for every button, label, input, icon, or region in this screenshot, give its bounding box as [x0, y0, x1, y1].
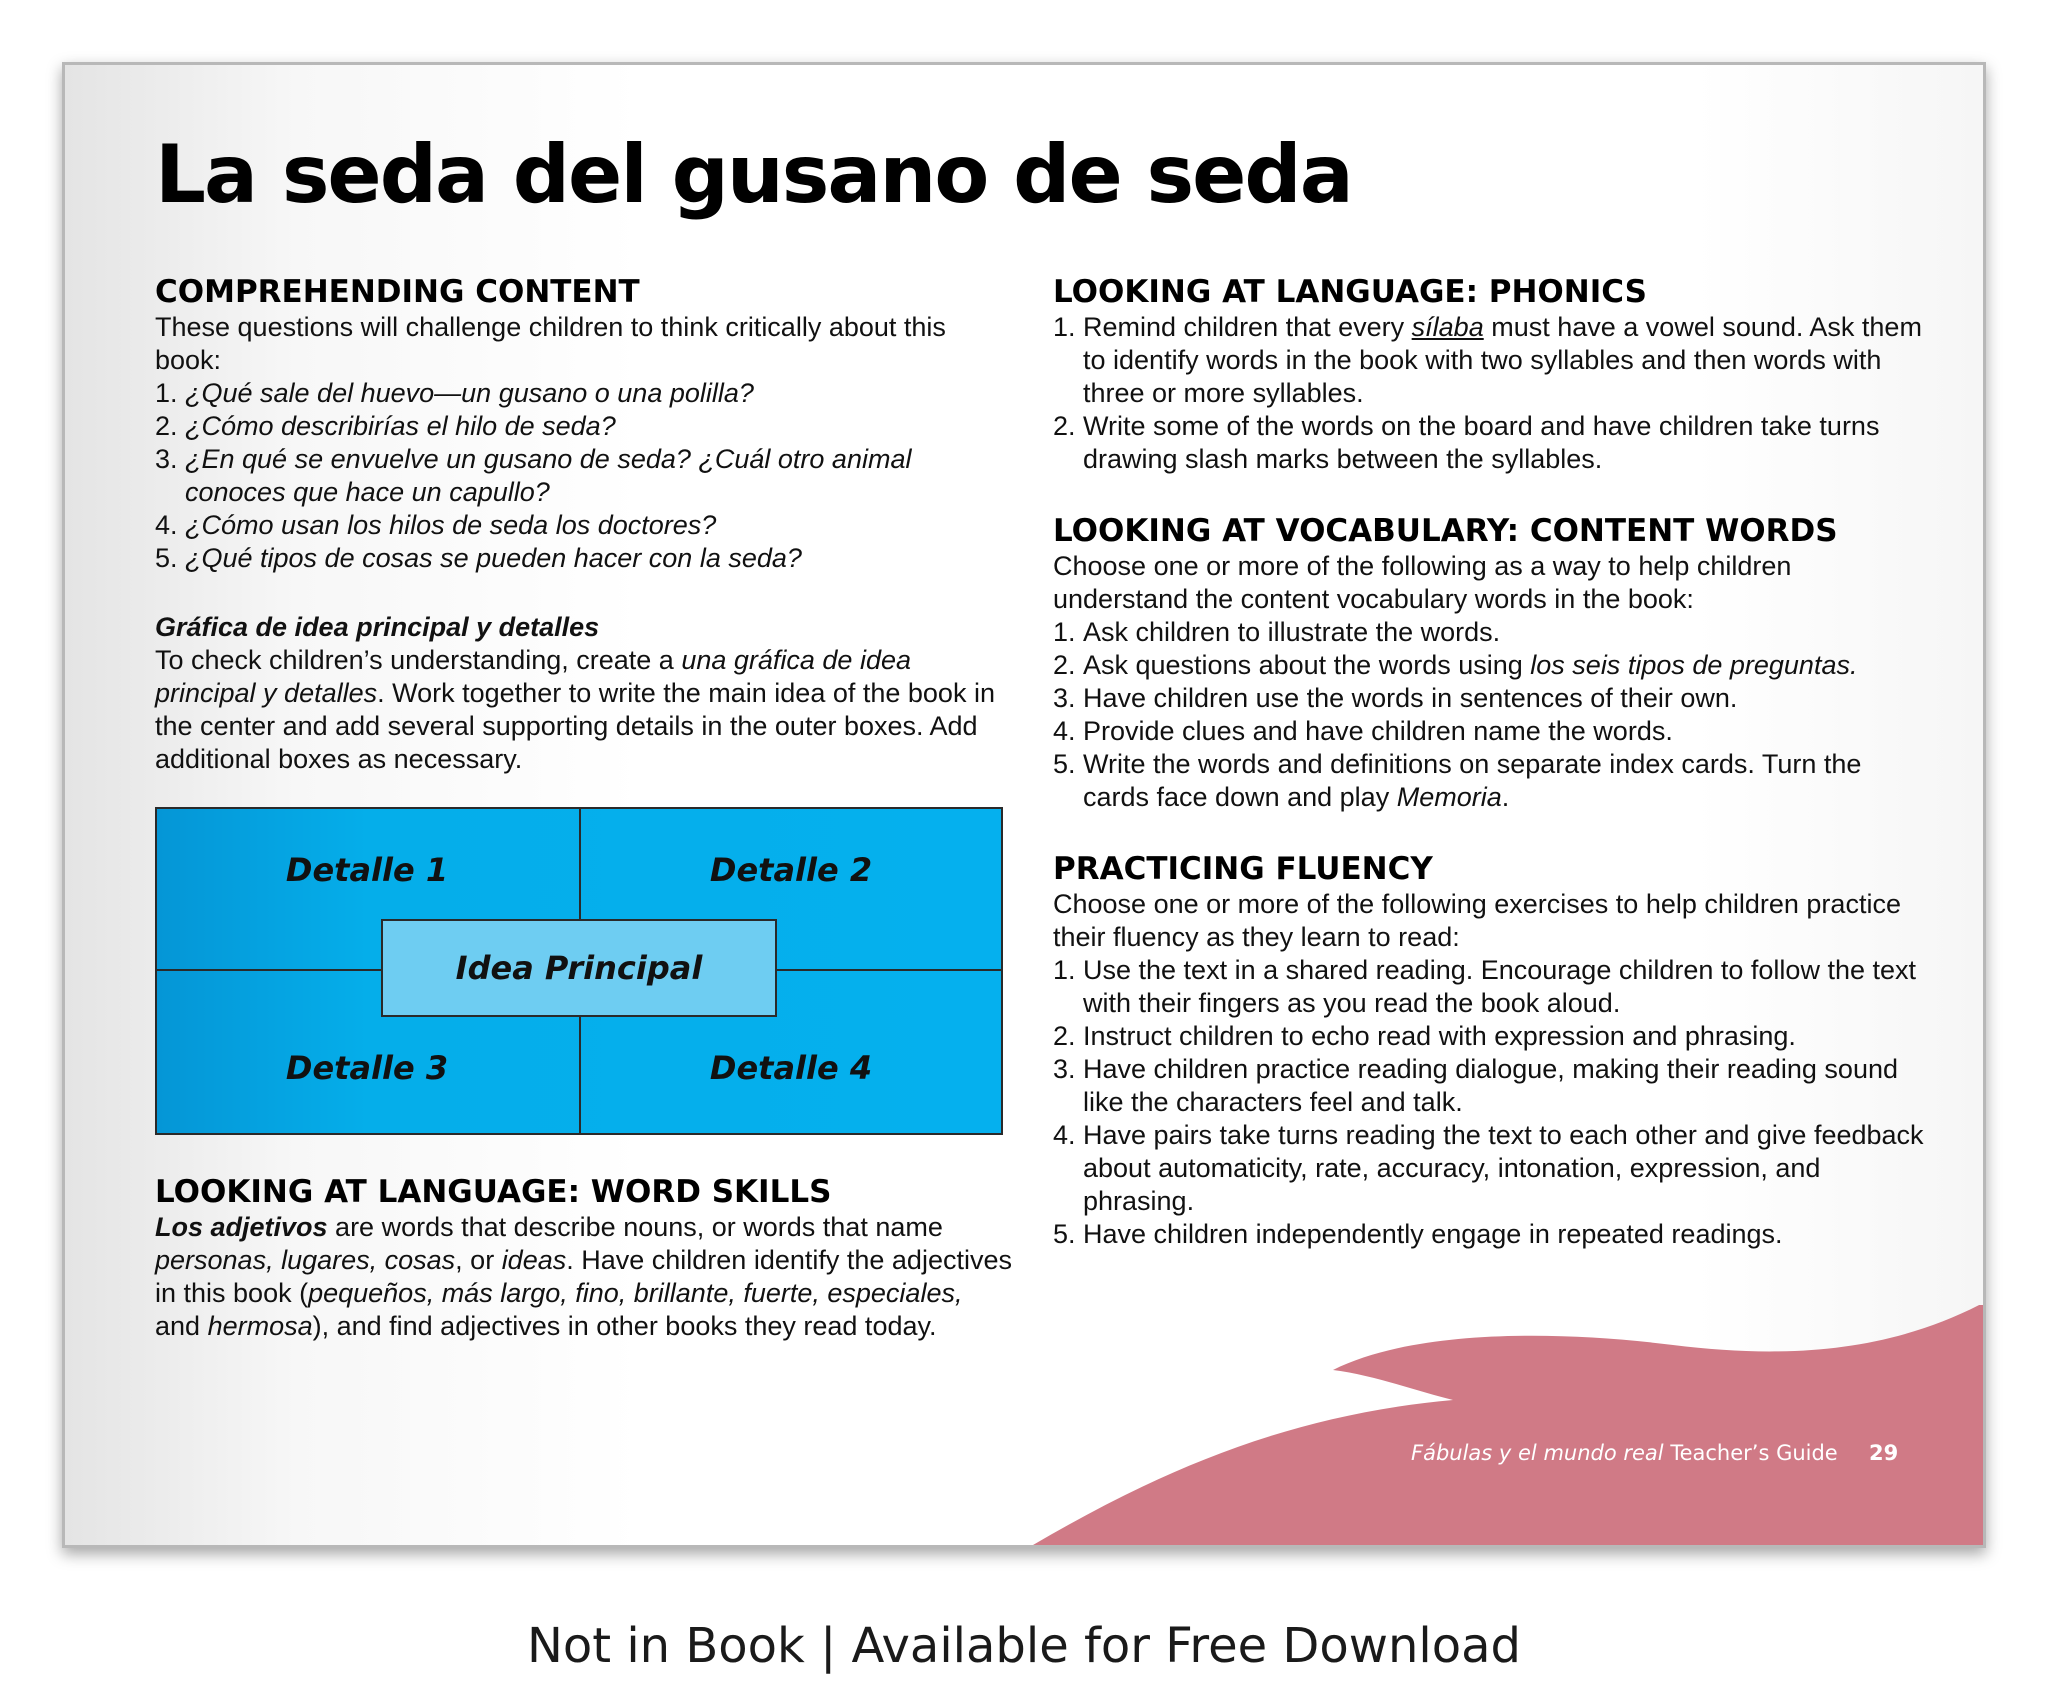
comprehending-section [155, 273, 1015, 575]
detalle-1-label: Detalle 1 [285, 851, 449, 889]
decorative-wave [1033, 1305, 1983, 1545]
question-list [155, 377, 1015, 575]
phonics-heading: LOOKING AT LANGUAGE: PHONICS [1053, 274, 1647, 310]
page-number: 29 [1869, 1441, 1899, 1465]
word-skills-text: Los adjetivos are words that describe nouns, or words that name personas, lugares, cosas, or ideas. Have children identify the adjectives in this book (pequeños, más largo, fino, brillante, fuerte, especiales, and hermosa), and find adjectives in other books they read today. [155, 1212, 1012, 1341]
list-item: 2. ¿Cómo describirías el hilo de seda? [155, 411, 616, 441]
fluency-intro: Choose one or more of the following exercises to help children practice their fluency as they learn to read: [1053, 889, 1901, 952]
vocabulary-list [1053, 616, 1933, 814]
divider [777, 969, 1003, 971]
footer-series-title: Fábulas y el mundo real Teacher’s Guide [1411, 1441, 1838, 1465]
word-skills-section [155, 1173, 1015, 1343]
list-item: 3. ¿En qué se envuelve un gusano de seda? ¿Cuál otro animal conoces que hace un capullo? [155, 444, 912, 507]
guide-page [62, 62, 1986, 1548]
main-idea-box: Idea Principal [381, 919, 777, 1017]
fluency-section [1053, 850, 1933, 1251]
list-item: 3. Have children use the words in sentences of their own. [1053, 683, 1738, 713]
detalle-2-label: Detalle 2 [709, 851, 873, 889]
left-column [155, 273, 1015, 812]
fluency-list [1053, 954, 1933, 1251]
detalle-3-label: Detalle 3 [285, 1049, 449, 1087]
list-item: 3. Have children practice reading dialogue, making their reading sound like the characters feel and talk. [1053, 1054, 1898, 1117]
list-item: 4. Provide clues and have children name the words. [1053, 716, 1673, 746]
list-item: 1. ¿Qué sale del huevo—un gusano o una polilla? [155, 378, 754, 408]
download-caption: Not in Book | Available for Free Download [526, 1618, 1521, 1674]
list-item: 2. Write some of the words on the board and have children take turns drawing slash marks between the syllables. [1053, 411, 1880, 474]
main-idea-details-graphic [155, 807, 1003, 1135]
divider [157, 969, 381, 971]
list-item: 4. ¿Cómo usan los hilos de seda los doctores? [155, 510, 717, 540]
list-item: 2. Instruct children to echo read with expression and phrasing. [1053, 1021, 1796, 1051]
vocabulary-section [1053, 512, 1933, 814]
list-item: 5. Write the words and definitions on separate index cards. Turn the cards face down and play Memoria. [1053, 749, 1862, 812]
vocabulary-intro: Choose one or more of the following as a way to help children understand the content vocabulary words in the book: [1053, 551, 1792, 614]
list-item: 1. Ask children to illustrate the words. [1053, 617, 1501, 647]
list-item: 5. Have children independently engage in repeated readings. [1053, 1219, 1783, 1249]
list-item: 5. ¿Qué tipos de cosas se pueden hacer con la seda? [155, 543, 802, 573]
detalle-4-label: Detalle 4 [709, 1049, 873, 1087]
list-item: 1. Use the text in a shared reading. Encourage children to follow the text with their fingers as you read the book aloud. [1053, 955, 1916, 1018]
fluency-heading: PRACTICING FLUENCY [1053, 851, 1433, 887]
comprehending-heading: COMPREHENDING CONTENT [155, 274, 640, 310]
list-item: 1. Remind children that every sílaba must have a vowel sound. Ask them to identify words in the book with two syllables and then words with three or more syllables. [1053, 312, 1922, 408]
page-title: La seda del gusano de seda [155, 128, 1352, 221]
phonics-list [1053, 311, 1933, 476]
phonics-section [1053, 273, 1933, 476]
comprehending-intro: These questions will challenge children to think critically about this book: [155, 312, 946, 375]
word-skills-heading: LOOKING AT LANGUAGE: WORD SKILLS [155, 1174, 832, 1210]
vocabulary-heading: LOOKING AT VOCABULARY: CONTENT WORDS [1053, 513, 1838, 549]
grafica-heading: Gráfica de idea principal y detalles [155, 612, 600, 642]
right-column [1053, 273, 1933, 1287]
grafica-text: To check children’s understanding, create a una gráfica de idea principal y detalles. Work together to write the main idea of the book in the center and add several supporting details in the outer boxes. Add additional boxes as necessary. [155, 645, 995, 774]
list-item: 4. Have pairs take turns reading the text to each other and give feedback about automaticity, rate, accuracy, intonation, expression, and phrasing. [1053, 1120, 1924, 1216]
list-item: 2. Ask questions about the words using los seis tipos de preguntas. [1053, 650, 1858, 680]
grafica-section [155, 611, 1015, 776]
